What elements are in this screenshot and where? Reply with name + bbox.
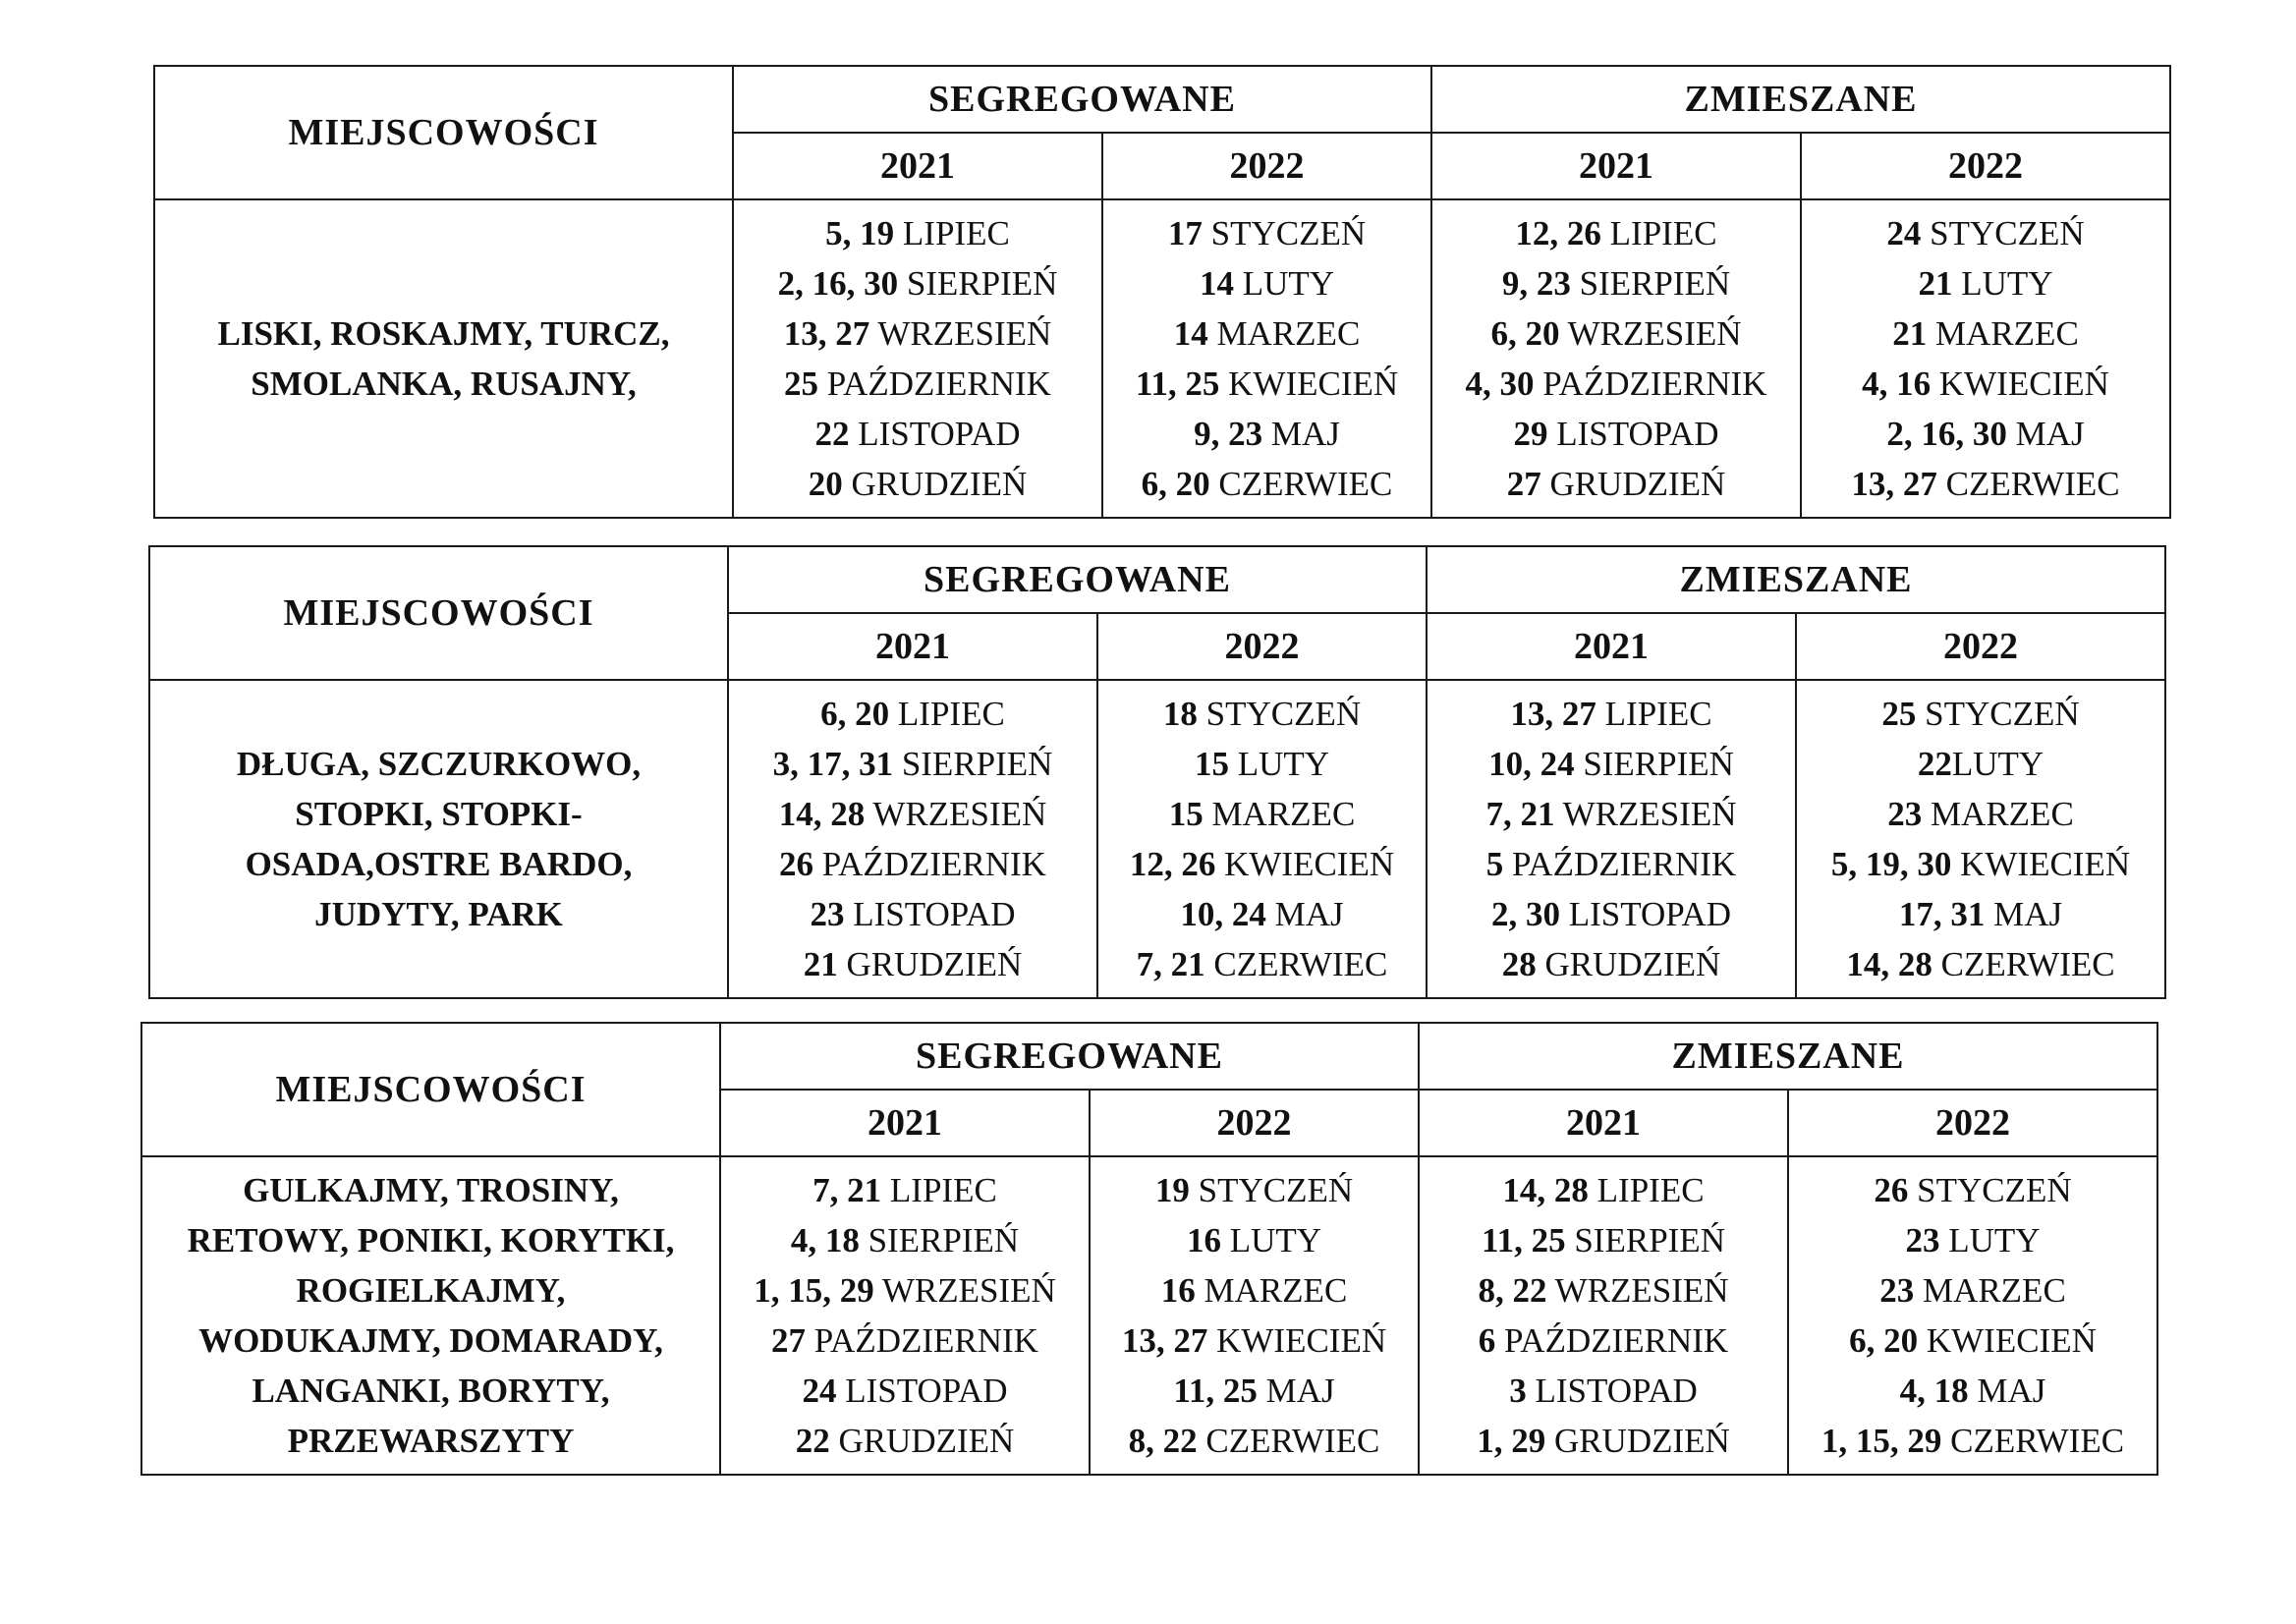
- date-line: 26 STYCZEŃ: [1874, 1171, 2072, 1209]
- date-line: 6, 20 WRZESIEŃ: [1490, 314, 1742, 353]
- date-line: 14 MARZEC: [1173, 314, 1361, 353]
- year-segregated-2022: 2022: [1097, 613, 1427, 680]
- place-line: GULKAJMY, TROSINY,: [243, 1171, 619, 1209]
- date-line: 10, 24 MAJ: [1180, 895, 1344, 933]
- date-line: 24 LISTOPAD: [802, 1372, 1008, 1410]
- places-list: [154, 199, 733, 518]
- mixed-header: ZMIESZANE: [1427, 546, 2165, 613]
- place-line: LANGANKI, BORYTY,: [252, 1372, 610, 1410]
- date-line: 27 GRUDZIEŃ: [1506, 465, 1726, 503]
- date-line: 21 MARZEC: [1892, 314, 2079, 353]
- date-line: 3 LISTOPAD: [1509, 1372, 1698, 1410]
- date-line: 25 STYCZEŃ: [1881, 695, 2080, 733]
- dates-segregated-2021: [733, 199, 1102, 518]
- date-line: 19 STYCZEŃ: [1154, 1171, 1354, 1209]
- dates-mixed-2022: [1796, 680, 2165, 998]
- date-line: 9, 23 SIERPIEŃ: [1501, 264, 1731, 303]
- place-line: JUDYTY, PARK: [314, 895, 563, 933]
- place-line: STOPKI, STOPKI-: [295, 795, 583, 833]
- date-line: 9, 23 MAJ: [1194, 415, 1340, 453]
- place-line: SMOLANKA, RUSAJNY,: [251, 364, 637, 403]
- date-line: 6, 20 CZERWIEC: [1141, 465, 1393, 503]
- date-line: 5 PAŹDZIERNIK: [1485, 845, 1737, 883]
- date-line: 4, 18 MAJ: [1899, 1372, 2046, 1410]
- date-line: 28 GRUDZIEŃ: [1501, 945, 1721, 983]
- date-line: 6, 20 KWIECIEŃ: [1849, 1321, 2097, 1360]
- date-line: 29 LISTOPAD: [1513, 415, 1719, 453]
- date-line: 4, 18 SIERPIEŃ: [790, 1221, 1020, 1260]
- date-line: 7, 21 WRZESIEŃ: [1485, 795, 1737, 833]
- places-header: MIEJSCOWOŚCI: [154, 66, 733, 199]
- date-line: 17 STYCZEŃ: [1167, 214, 1367, 252]
- dates-mixed-2021: [1419, 1156, 1788, 1475]
- date-line: 27 PAŹDZIERNIK: [771, 1321, 1038, 1360]
- place-line: RETOWY, PONIKI, KORYTKI,: [187, 1221, 675, 1260]
- year-mixed-2022: 2022: [1796, 613, 2165, 680]
- date-line: 21 GRUDZIEŃ: [803, 945, 1023, 983]
- date-line: 1, 15, 29 WRZESIEŃ: [754, 1271, 1056, 1310]
- year-segregated-2022: 2022: [1102, 133, 1431, 199]
- year-mixed-2021: 2021: [1419, 1090, 1788, 1156]
- date-line: 1, 15, 29 CZERWIEC: [1820, 1422, 2125, 1460]
- date-line: 13, 27 KWIECIEŃ: [1121, 1321, 1387, 1360]
- dates-segregated-2022: [1097, 680, 1427, 998]
- date-line: 2, 16, 30 MAJ: [1886, 415, 2085, 453]
- date-line: 22LUTY: [1917, 745, 2044, 783]
- place-line: ROGIELKAJMY,: [296, 1271, 566, 1310]
- date-line: 16 LUTY: [1186, 1221, 1322, 1260]
- date-line: 5, 19 LIPIEC: [825, 214, 1010, 252]
- date-line: 22 GRUDZIEŃ: [795, 1422, 1015, 1460]
- dates-segregated-2022: [1102, 199, 1431, 518]
- schedule-table-1: [153, 65, 2171, 519]
- dates-segregated-2021: [720, 1156, 1090, 1475]
- date-line: 18 STYCZEŃ: [1162, 695, 1362, 733]
- dates-mixed-2021: [1431, 199, 1801, 518]
- date-line: 11, 25 MAJ: [1173, 1372, 1335, 1410]
- date-line: 4, 16 KWIECIEŃ: [1862, 364, 2109, 403]
- date-line: 20 GRUDZIEŃ: [808, 465, 1028, 503]
- date-line: 22 LISTOPAD: [814, 415, 1021, 453]
- date-line: 14, 28 LIPIEC: [1502, 1171, 1705, 1209]
- date-line: 12, 26 LIPIEC: [1515, 214, 1717, 252]
- mixed-header: ZMIESZANE: [1431, 66, 2170, 133]
- date-line: 11, 25 SIERPIEŃ: [1482, 1221, 1725, 1260]
- date-line: 23 LUTY: [1905, 1221, 2041, 1260]
- place-line: DŁUGA, SZCZURKOWO,: [236, 745, 642, 783]
- dates-segregated-2021: [728, 680, 1097, 998]
- date-line: 8, 22 CZERWIEC: [1128, 1422, 1380, 1460]
- date-line: 26 PAŹDZIERNIK: [779, 845, 1046, 883]
- date-line: 15 LUTY: [1194, 745, 1330, 783]
- date-line: 14, 28 WRZESIEŃ: [778, 795, 1047, 833]
- date-line: 12, 26 KWIECIEŃ: [1129, 845, 1395, 883]
- date-line: 16 MARZEC: [1160, 1271, 1348, 1310]
- date-line: 13, 27 CZERWIEC: [1851, 465, 2120, 503]
- place-line: WODUKAJMY, DOMARADY,: [198, 1321, 663, 1360]
- date-line: 23 MARZEC: [1879, 1271, 2066, 1310]
- places-header: MIEJSCOWOŚCI: [149, 546, 728, 680]
- date-line: 6 PAŹDZIERNIK: [1478, 1321, 1729, 1360]
- date-line: 13, 27 WRZESIEŃ: [783, 314, 1052, 353]
- schedule-table-2: [148, 545, 2166, 999]
- places-list: [141, 1156, 720, 1475]
- date-line: 23 LISTOPAD: [810, 895, 1016, 933]
- year-mixed-2021: 2021: [1427, 613, 1796, 680]
- date-line: 15 MARZEC: [1168, 795, 1356, 833]
- dates-mixed-2022: [1801, 199, 2170, 518]
- year-segregated-2022: 2022: [1090, 1090, 1419, 1156]
- year-segregated-2021: 2021: [728, 613, 1097, 680]
- date-line: 25 PAŹDZIERNIK: [784, 364, 1051, 403]
- date-line: 1, 29 GRUDZIEŃ: [1477, 1422, 1730, 1460]
- schedule-table-3: [140, 1022, 2158, 1476]
- date-line: 4, 30 PAŹDZIERNIK: [1465, 364, 1767, 403]
- segregated-header: SEGREGOWANE: [720, 1023, 1419, 1090]
- dates-mixed-2022: [1788, 1156, 2157, 1475]
- segregated-header: SEGREGOWANE: [733, 66, 1431, 133]
- place-line: PRZEWARSZYTY: [287, 1422, 575, 1460]
- dates-segregated-2022: [1090, 1156, 1419, 1475]
- date-line: 8, 22 WRZESIEŃ: [1478, 1271, 1729, 1310]
- places-list: [149, 680, 728, 998]
- date-line: 6, 20 LIPIEC: [820, 695, 1005, 733]
- date-line: 5, 19, 30 KWIECIEŃ: [1830, 845, 2131, 883]
- mixed-header: ZMIESZANE: [1419, 1023, 2157, 1090]
- date-line: 7, 21 CZERWIEC: [1136, 945, 1388, 983]
- year-mixed-2021: 2021: [1431, 133, 1801, 199]
- date-line: 24 STYCZEŃ: [1886, 214, 2085, 252]
- date-line: 2, 16, 30 SIERPIEŃ: [777, 264, 1058, 303]
- segregated-header: SEGREGOWANE: [728, 546, 1427, 613]
- date-line: 2, 30 LISTOPAD: [1490, 895, 1732, 933]
- date-line: 7, 21 LIPIEC: [812, 1171, 997, 1209]
- date-line: 23 MARZEC: [1887, 795, 2074, 833]
- dates-mixed-2021: [1427, 680, 1796, 998]
- year-segregated-2021: 2021: [733, 133, 1102, 199]
- places-header: MIEJSCOWOŚCI: [141, 1023, 720, 1156]
- date-line: 17, 31 MAJ: [1898, 895, 2063, 933]
- place-line: LISKI, ROSKAJMY, TURCZ,: [217, 314, 670, 353]
- date-line: 21 LUTY: [1918, 264, 2053, 303]
- year-mixed-2022: 2022: [1788, 1090, 2157, 1156]
- date-line: 14 LUTY: [1199, 264, 1335, 303]
- place-line: OSADA,OSTRE BARDO,: [245, 845, 633, 883]
- date-line: 10, 24 SIERPIEŃ: [1488, 745, 1734, 783]
- year-mixed-2022: 2022: [1801, 133, 2170, 199]
- date-line: 11, 25 KWIECIEŃ: [1135, 364, 1399, 403]
- year-segregated-2021: 2021: [720, 1090, 1090, 1156]
- date-line: 14, 28 CZERWIEC: [1846, 945, 2115, 983]
- date-line: 13, 27 LIPIEC: [1510, 695, 1712, 733]
- date-line: 3, 17, 31 SIERPIEŃ: [772, 745, 1053, 783]
